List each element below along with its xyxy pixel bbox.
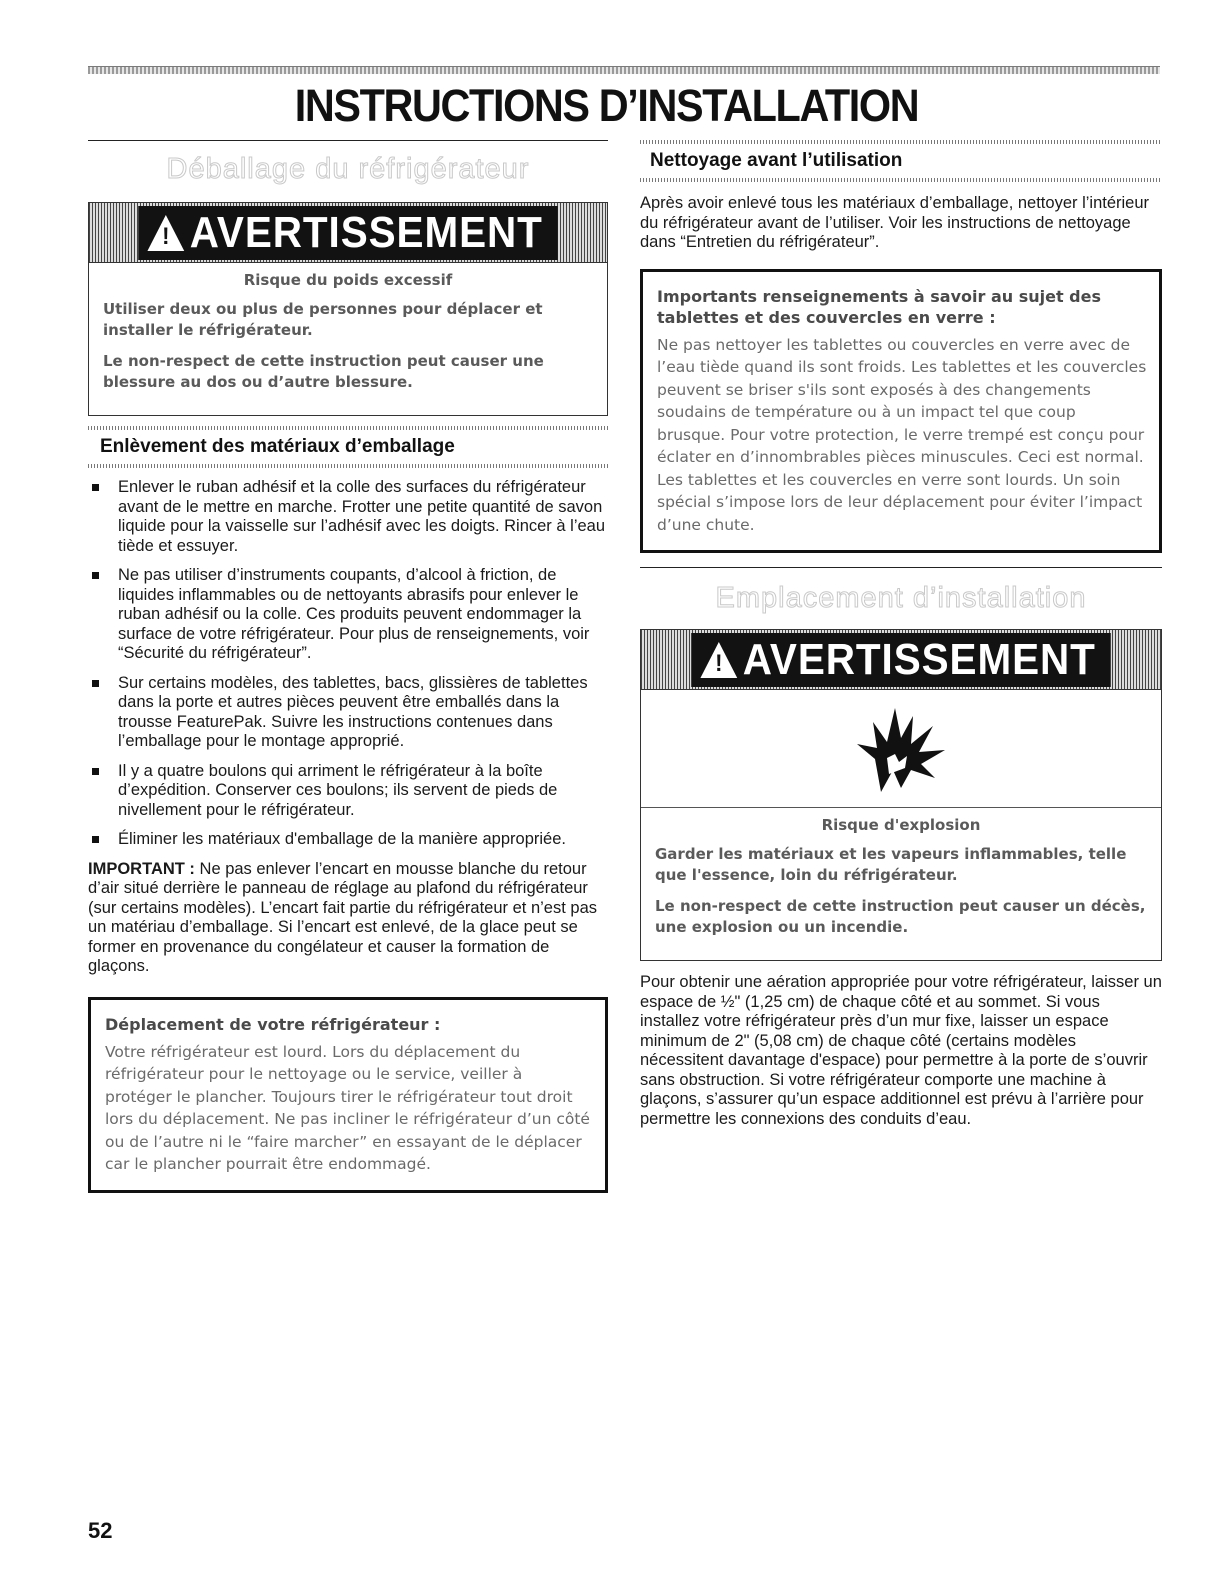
bullet-square-icon xyxy=(92,680,99,687)
page-number: 52 xyxy=(88,1518,113,1543)
warning-consequence: Le non-respect de cette instruction peut causer une blessure au dos ou d’autre blessure. xyxy=(103,352,544,391)
info-box-moving xyxy=(88,997,608,1193)
dotted-rule xyxy=(640,178,1162,182)
important-note: IMPORTANT : Ne pas enlever l’encart en mousse blanche du retour d’air situé derrière le panneau de réglage au plafond du réfrigérateur (sur certains modèles). L’encart fait partie du réfrigérateur et n’est pas un matériau d’emballage. Si l’encart est enlevé, de la glace peut se former en provenance du congélateur et causer la formation de glaçons. xyxy=(88,859,597,975)
subsection-title-packing: Enlèvement des matériaux d’emballage xyxy=(100,436,455,457)
section-rule xyxy=(88,140,608,141)
section-rule xyxy=(640,567,1162,568)
info-box-text: Ne pas nettoyer les tablettes ou couvercles en verre avec de l’eau tiède quand ils sont froids. Les tablettes et les couvercles peuvent se briser s'ils sont exposés à des changements soudains de température ou à un impact tel que coup brusque. Pour votre protection, le verre trempé est conçu pour éclater en d’innombrables pièces minuscules. Ceci est normal. Les tablettes et les couvercles en verre sont lourds. Un soin spécial s’impose lors de leur déplacement pour éviter l’impact d’une chute. xyxy=(657,335,1147,534)
warning-consequence: Le non-respect de cette instruction peut causer un décès, une explosion ou un incendie. xyxy=(655,897,1146,936)
warning-label-text: AVERTISSEMENT xyxy=(189,207,543,257)
list-item: Il y a quatre boulons qui arriment le réfrigérateur à la boîte d’expédition. Conserver ces boulons; ils servent de pieds de nivellement pour le réfrigérateur. xyxy=(88,762,608,821)
warning-box-weight xyxy=(88,202,608,416)
section-title-unpacking: Déballage du réfrigérateur xyxy=(166,153,530,185)
list-item: Sur certains modèles, des tablettes, bacs, glissières de tablettes dans la porte et autres pièces peuvent être emballés dans la trousse FeaturePak. Suivre les instructions contenues dans l’emballage pour le montage approprié. xyxy=(88,674,608,752)
page-title: INSTRUCTIONS D’INSTALLATION xyxy=(294,80,919,131)
right-column xyxy=(640,140,1162,1129)
packing-bullet-list xyxy=(88,478,608,850)
warning-instruction: Utiliser deux ou plus de personnes pour déplacer et installer le réfrigérateur. xyxy=(103,300,543,339)
header-rule xyxy=(88,66,1160,74)
warning-label xyxy=(138,206,557,260)
warning-triangle-icon xyxy=(701,642,738,678)
explosion-icon xyxy=(851,704,951,794)
warning-triangle-icon xyxy=(148,215,185,251)
important-label: IMPORTANT : xyxy=(88,859,195,878)
bullet-square-icon xyxy=(92,836,99,843)
left-column xyxy=(88,140,608,1193)
warning-risk: Risque d'explosion xyxy=(821,816,981,834)
location-paragraph: Pour obtenir une aération appropriée pour votre réfrigérateur, laisser un espace de ½" (1,25 cm) de chaque côté et au sommet. Si vous installez votre réfrigérateur près d’un mur fixe, laisser un espace minimum de 2" (5,08 cm) de chaque côté (certains modèles nécessitent davantage d'espace) pour permettre à la porte de s’ouvrir sans obstruction. Si votre réfrigérateur comporte une machine à glaçons, s’assurer qu’un espace additionnel est prévu à l’arrière pour permettre les connexions des conduits d’eau. xyxy=(640,973,1162,1128)
list-item: Éliminer les matériaux d'emballage de la manière appropriée. xyxy=(88,830,608,850)
warning-body xyxy=(89,263,607,415)
bullet-square-icon xyxy=(92,484,99,491)
warning-instruction: Garder les matériaux et les vapeurs inflammables, telle que l'essence, loin du réfrigérateur. xyxy=(655,845,1127,884)
warning-header xyxy=(89,203,607,263)
warning-risk: Risque du poids excessif xyxy=(243,271,453,289)
dotted-rule xyxy=(88,464,608,468)
info-box-text: Votre réfrigérateur est lourd. Lors du déplacement du réfrigérateur pour le nettoyage ou le service, veiller à protéger le plancher. Toujours tirer le réfrigérateur tout droit lors du déplacement. Ne pas incliner le réfrigérateur d’un côté ou de l’autre ni le “faire marcher” en essayant de le déplacer car le plancher pourrait être endommagé. xyxy=(105,1042,590,1173)
section-title-location: Emplacement d’installation xyxy=(715,582,1087,614)
bullet-square-icon xyxy=(92,572,99,579)
list-item: Enlever le ruban adhésif et la colle des surfaces du réfrigérateur avant de le mettre en marche. Frotter une petite quantité de savon liquide pour la vaisselle sur l’adhésif avec les doigts. Rincer à l’eau tiède et essuyer. xyxy=(88,478,608,556)
warning-label-text: AVERTISSEMENT xyxy=(742,634,1096,684)
list-item: Ne pas utiliser d’instruments coupants, d’alcool à friction, de liquides inflammables ou de nettoyants abrasifs pour enlever le ruban adhésif ou la colle. Ces produits peuvent endommager la surface de votre réfrigérateur. Pour plus de renseignements, voir “Sécurité du réfrigérateur”. xyxy=(88,566,608,664)
explosion-icon-area xyxy=(641,690,1161,808)
dotted-rule xyxy=(88,426,608,430)
cleaning-paragraph: Après avoir enlevé tous les matériaux d’emballage, nettoyer l’intérieur du réfrigérateur avant de l’utiliser. Voir les instructions de nettoyage dans “Entretien du réfrigérateur”. xyxy=(640,194,1150,251)
warning-header xyxy=(641,630,1161,690)
info-box-title: Déplacement de votre réfrigérateur : xyxy=(105,1014,441,1034)
dotted-rule xyxy=(640,140,1162,144)
warning-label xyxy=(691,633,1110,687)
warning-box-explosion xyxy=(640,629,1162,961)
subsection-title-cleaning: Nettoyage avant l’utilisation xyxy=(650,150,903,171)
bullet-square-icon xyxy=(92,768,99,775)
warning-body xyxy=(641,808,1161,960)
info-box-title: Importants renseignements à savoir au sujet des tablettes et des couvercles en verre : xyxy=(657,286,1101,327)
info-box-glass xyxy=(640,269,1162,554)
